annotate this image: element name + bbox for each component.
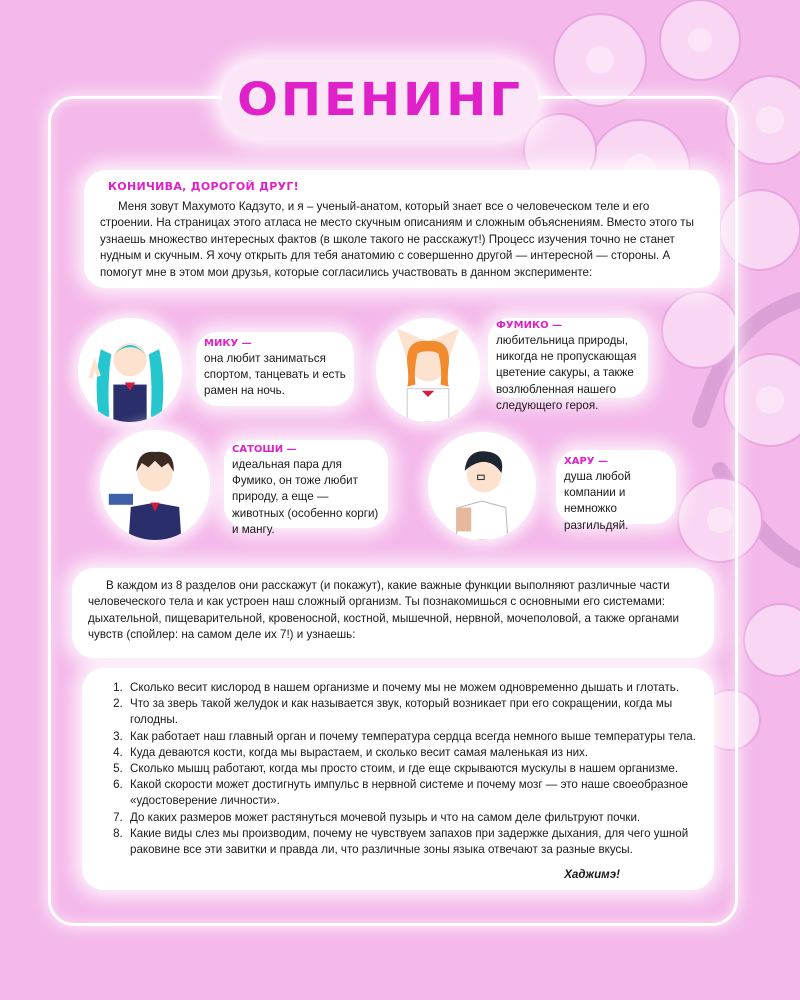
character-name: ФУМИКО — xyxy=(496,320,563,331)
intro-box xyxy=(84,170,720,288)
list-item: 6. Какой скорости может достигнуть импульс в нервной системе и почему мозг — это наше своеобразное «удостоверение личности». xyxy=(126,777,698,809)
character-description: душа любой компании и немножко разгильдяй. xyxy=(564,470,631,532)
facts-list xyxy=(104,680,698,858)
greeting-heading: КОНИЧИВА, ДОРОГОЙ ДРУГ! xyxy=(108,180,299,193)
list-item: 8. Какие виды слез мы производим, почему не чувствуем запахов при задержке дыхания, для чего ушной раковине все эти завитки и правда ли, что различные зоны языка отвечают за разные вкусы. xyxy=(126,826,698,858)
miku-portrait xyxy=(78,318,182,422)
list-item: 4. Куда деваются кости, когда мы вырастаем, и сколько весит самая маленькая из них. xyxy=(126,745,698,761)
intro-paragraph: Меня зовут Махумото Кадзуто, и я – ученый-анатом, который знает все о человеческом теле и его строении. На страницах этого атласа не место скучным описаниям и сложным объяснениям. Вместо этого ты узнаешь множество интересных фактов (в школе такого не расскажут!) Процесс изучения точно не станет нудным и скучным. Я хочу открыть для тебя анатомию с совершенно другой — интересной — стороны. А помогут мне в этом мои друзья, которые согласились участвовать в данном эксперименте: xyxy=(100,200,694,279)
character-description: идеальная пара для Фумико, он тоже любит природу, а еще — животных (особенно корги) и мангу. xyxy=(232,458,379,536)
character-name: МИКУ — xyxy=(204,338,252,349)
overview-paragraph: В каждом из 8 разделов они расскажут (и покажут), какие важные функции выполняют различные части человеческого тела и как устроен наш сложный организм. Ты познакомишься с основными его системами: дыхательной, пищеварительной, кровеносной, костной, мышечной, нервной, мочеполовой, а также органами чувств (спойлер: на самом деле их 7!) и узнаешь: xyxy=(88,579,679,642)
character-name: САТОШИ — xyxy=(232,444,297,455)
character-card-fumiko xyxy=(488,318,648,412)
list-item: 7. До каких размеров может растянуться мочевой пузырь и что на самом деле фильтруют почки. xyxy=(126,810,698,826)
sections-overview-box xyxy=(72,568,714,658)
fumiko-portrait xyxy=(376,318,480,422)
list-item: 3. Как работает наш главный орган и почему температура сердца всегда немного выше температуры тела. xyxy=(126,729,698,745)
character-card-miku xyxy=(196,332,354,406)
list-item: 2. Что за зверь такой желудок и как называется звук, который возникает при его сокращении, когда мы голодны. xyxy=(126,696,698,728)
character-name: ХАРУ — xyxy=(564,456,608,467)
facts-list-box xyxy=(82,668,714,890)
character-card-satoshi xyxy=(224,440,388,536)
character-description: она любит заниматься спортом, танцевать и есть рамен на ночь. xyxy=(204,352,346,398)
list-item: 5. Сколько мышц работают, когда мы просто стоим, и где еще скрываются мускулы в нашем организме. xyxy=(126,761,698,777)
page-title: ОПЕНИНГ xyxy=(237,73,523,127)
character-card-haru xyxy=(556,450,676,532)
character-description: любительница природы, никогда не пропускающая цветение сакуры, а также возлюбленная нашего следующего героя. xyxy=(496,334,637,412)
haru-portrait xyxy=(428,432,536,540)
satoshi-portrait xyxy=(100,430,210,540)
list-item: 1. Сколько весит кислород в нашем организме и почему мы не можем одновременно дышать и глотать. xyxy=(126,680,698,696)
title-banner xyxy=(222,62,538,138)
signoff: Хаджимэ! xyxy=(564,868,620,882)
